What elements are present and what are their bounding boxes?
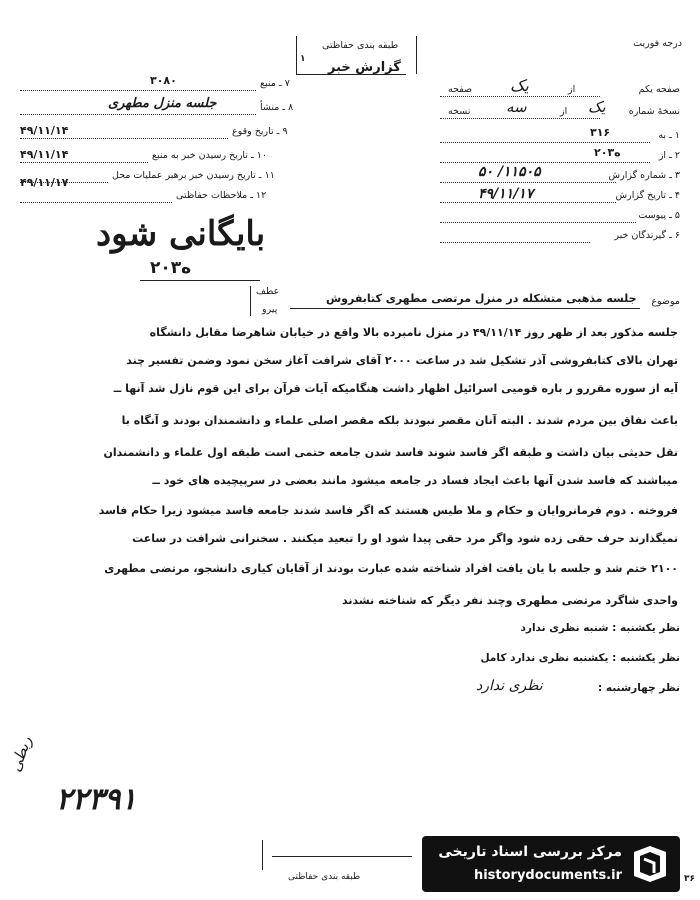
f5-dots [440, 222, 636, 223]
copy-word: نسخه [448, 106, 471, 117]
report-title: گزارش خبر [328, 60, 401, 75]
field-9-value: ۴۹/۱۱/۱۴ [20, 124, 69, 137]
f1-dots [440, 142, 650, 143]
field-11-label: ۱۱ ـ تاریخ رسیدن خبر برهبر عملیات محل [112, 170, 275, 181]
field-11-value: ۴۹/۱۱/۱۷ [20, 176, 69, 189]
opinion-1: نظر یکشنبه : شنبه نظری ندارد [520, 622, 680, 634]
subject-rule [290, 308, 640, 309]
field-10-value: ۴۹/۱۱/۱۴ [20, 148, 69, 161]
footer-classification: طبقه بندی حفاظتی [288, 872, 361, 882]
classification-label: طبقه بندی حفاظتی [322, 40, 399, 51]
f5-label: ۵ ـ پیوست [638, 210, 680, 221]
archive-stamp: بایگانی شود [96, 214, 266, 254]
body-line-1: جلسه مذکور بعد از ظهر روز ۴۹/۱۱/۱۴ در منزل نامبرده بالا واقع در خیابان شاهرضا مقابل دانشگاه [149, 326, 678, 339]
body-line-9: ۲۱۰۰ ختم شد و جلسه با یان یافت افراد شناخته شده عبارت بودند از آقایان کیاری دانشجو، مرتضی مطهری [104, 562, 678, 575]
copy-dots [440, 118, 600, 119]
field-8-dots [20, 114, 256, 115]
f4-value: ۴۹/۱۱/۱۷ [478, 186, 534, 202]
header-vbar-right [416, 36, 417, 74]
header-rule [296, 74, 406, 75]
margin-signature: ربطی [6, 733, 36, 775]
page-dots [440, 96, 600, 97]
footer-vbar [262, 840, 263, 870]
watermark-logo-icon [628, 842, 672, 886]
field-7-dots [20, 90, 256, 91]
watermark-url: historydocuments.ir [473, 868, 622, 883]
subject-bracket [250, 286, 291, 316]
f2-dots [440, 162, 650, 163]
f3-value: ۵۰ /۱۱۵۰۵ [478, 164, 541, 180]
subject-label: موضوع [651, 296, 680, 307]
field-12-dots [20, 202, 172, 203]
f2-label: ۲ ـ از [658, 150, 680, 161]
subject-value: جلسه مذهبی متشکله در منزل مرتضی مطهری کتابفروش [326, 292, 637, 305]
field-9-label: ۹ ـ تاریخ وقوع [232, 126, 288, 137]
page-label: صفحه یکم [638, 84, 680, 95]
opinion-3-hand: نظری ندارد [476, 678, 543, 694]
body-line-6: میباشند که فاسد شدن آنها باعث ایجاد فساد در جامعه میشود مانند بعضی در سرپیچیده های خود ــ [152, 474, 678, 487]
watermark [422, 836, 680, 892]
opinion-2: نظر یکشنبه : یکشنبه نظری ندارد کامل [480, 652, 680, 664]
f3-label: ۳ ـ شماره گزارش [608, 170, 680, 181]
body-line-2: تهران بالای کتابفروشی آذر تشکیل شد در ساعت ۲۰۰۰ آقای شرافت آغاز سخن نمود وضمن تفسیر چند [126, 354, 678, 367]
body-line-8: نمیگذارند حرف حقی زده شود واگر مرد حقی پیدا شود او را تبعید میکنند . سخنرانی شرافت در ساعت [132, 532, 678, 545]
f1-label: ۱ ـ به [658, 130, 680, 141]
body-line-5: نقل حدیثی بیان داشت و طبقه اگر فاسد شوند فاسد شدن جامعه حتمی است طبقه اول علماء و دانشمندان [103, 446, 678, 459]
footer-page: ۳۶ [684, 874, 695, 884]
f3-dots [440, 182, 616, 183]
f6-dots [440, 242, 590, 243]
body-line-10: واحدی شاگرد مرتضی مطهری وچند نفر دیگر که شناخته نشدند [341, 594, 678, 607]
degree-label: درجه فوریت [633, 38, 682, 49]
archive-code: ۲۰ه۳ [150, 258, 192, 278]
body-line-7: فروخته . دوم فرمانروایان و حکام و ملا طیس هستند که اگر فاسد شدند جامعه فاسد میشود زیرا حکام فاسد [98, 504, 678, 517]
copy-value: یک [588, 98, 606, 116]
classification-mark: ۱ [300, 54, 306, 64]
watermark-title: مرکز بررسی اسناد تاریخی [438, 844, 622, 860]
f4-label: ۴ ـ تاریخ گزارش [615, 190, 680, 201]
field-10-dots [20, 162, 148, 163]
peyro-label: پیرو [262, 304, 278, 315]
body-line-3: آیه از سوره مقررو ر باره قومیی اسرائیل اظهار داشت هنگامیکه آیات قرآن برای این قوم نازل شد آنها ــ [113, 382, 678, 395]
margin-number: ۲۲۳۹۱ [56, 782, 137, 817]
page-of: از [568, 84, 576, 95]
copy-label: نسخهٔ شماره [628, 106, 680, 117]
page-of-value: یک [510, 76, 529, 95]
field-8-value: جلسه منزل مطهری [108, 96, 217, 111]
archive-code-rule [140, 280, 260, 281]
header-vbar [296, 36, 297, 74]
footer-rule [272, 856, 412, 857]
body-line-4: باعث نفاق بین مردم شدند . البته آنان مقصر نبودند بلکه مقصر اصلی علماء و دانشمندان بودند و آنگاه با [121, 414, 678, 427]
f6-label: ۶ ـ گیرندگان خبر [614, 230, 680, 241]
f2-value: ۲۰ه۳ [594, 146, 621, 159]
copy-total: سه [506, 98, 527, 116]
f1-value: ۳۱۶ [590, 126, 611, 139]
copy-of: از [560, 106, 568, 117]
field-9-dots [20, 138, 228, 139]
opinion-3: نظر چهارشنبه : [598, 682, 680, 694]
field-7-label: ۷ ـ منبع [260, 78, 290, 89]
field-7-value: ۳۰۸۰ [150, 74, 177, 87]
page-word: صفحه [448, 84, 473, 95]
field-12-label: ۱۲ ـ ملاحظات حفاظتی [176, 190, 267, 201]
f4-dots [440, 202, 616, 203]
field-10-label: ۱۰ ـ تاریخ رسیدن خبر به منبع [152, 150, 267, 161]
field-8-label: ۸ ـ منشأ [260, 102, 294, 113]
atf-label: عطف [256, 286, 280, 297]
